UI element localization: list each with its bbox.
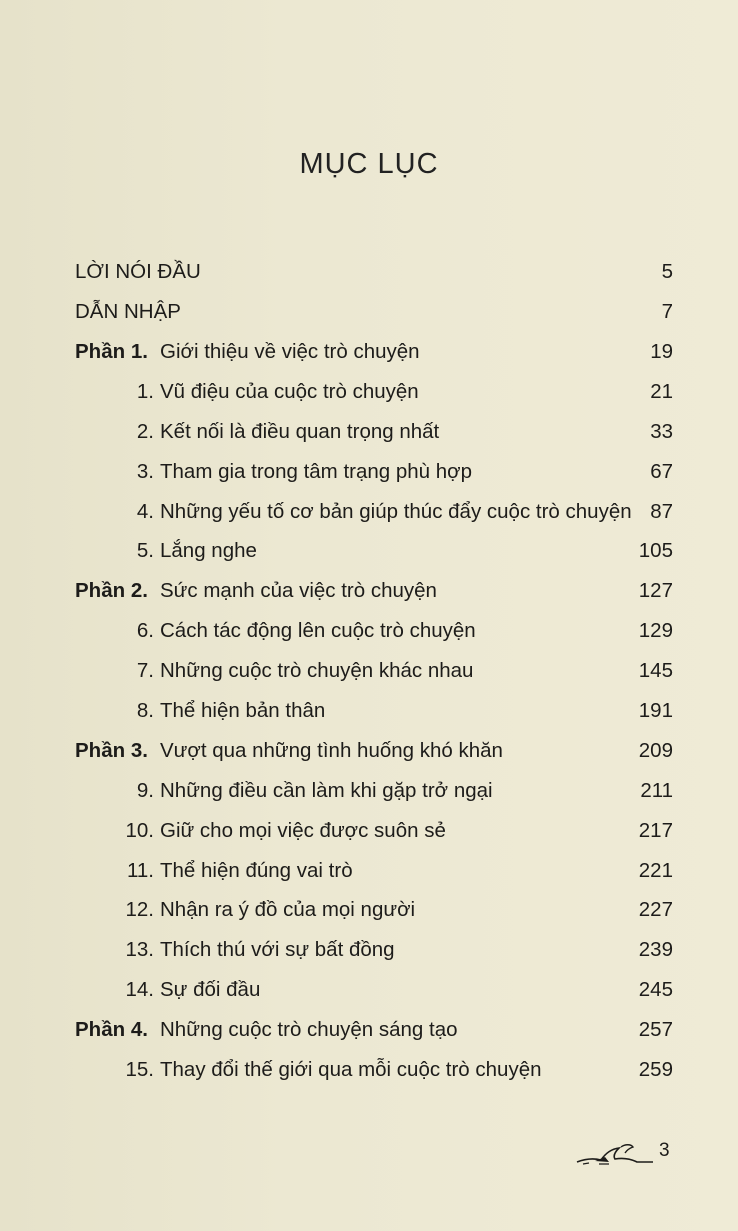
toc-row-front-matter[interactable] xyxy=(0,255,738,289)
chapter-number: 4. xyxy=(136,500,154,523)
toc-page-number: 67 xyxy=(650,460,673,483)
page-title: MỤC LỤC xyxy=(299,148,439,180)
toc-page-number: 259 xyxy=(638,1058,673,1081)
toc-row-chapter[interactable] xyxy=(0,495,738,529)
toc-row-part[interactable] xyxy=(0,1013,738,1047)
chapter-number: 9. xyxy=(136,779,154,802)
toc-row-part[interactable] xyxy=(0,734,738,768)
toc-entry-title: Nhận ra ý đồ của mọi người xyxy=(160,898,416,921)
page-footer xyxy=(575,1138,685,1174)
toc-page-number: 129 xyxy=(638,619,673,642)
toc-entry-title: DẪN NHẬP xyxy=(75,300,181,323)
chapter-number: 1. xyxy=(136,380,154,403)
toc-entry-title: Giới thiệu về việc trò chuyện xyxy=(160,340,420,363)
toc-page-number: 227 xyxy=(638,898,673,921)
toc-row-chapter[interactable] xyxy=(0,854,738,888)
toc-page-number: 127 xyxy=(638,579,673,602)
chapter-number: 6. xyxy=(136,619,154,642)
toc-entry-title: Thích thú với sự bất đồng xyxy=(160,938,395,961)
page-number: 3 xyxy=(659,1140,670,1161)
toc-page-number: 33 xyxy=(650,420,673,443)
toc-row-chapter[interactable] xyxy=(0,534,738,568)
toc-entry-title: Lắng nghe xyxy=(160,539,257,562)
toc-page-number: 209 xyxy=(638,739,673,762)
toc-row-chapter[interactable] xyxy=(0,614,738,648)
chapter-number: 11. xyxy=(127,859,154,882)
chapter-number: 2. xyxy=(136,420,154,443)
chapter-number: 15. xyxy=(125,1058,154,1081)
chapter-number: 3. xyxy=(136,460,154,483)
part-label: Phần 1. xyxy=(75,340,148,363)
bird-ornament-icon xyxy=(575,1138,655,1172)
toc-entry-title: Những cuộc trò chuyện sáng tạo xyxy=(160,1018,458,1041)
toc-row-chapter[interactable] xyxy=(0,893,738,927)
toc-entry-title: Thay đổi thế giới qua mỗi cuộc trò chuyện xyxy=(160,1058,542,1081)
toc-page-number: 211 xyxy=(640,779,673,802)
toc-page-number: 7 xyxy=(661,300,673,323)
toc-entry-title: Sức mạnh của việc trò chuyện xyxy=(160,579,437,602)
toc-entry-title: Những cuộc trò chuyện khác nhau xyxy=(160,659,474,682)
toc-entry-title: Thể hiện bản thân xyxy=(160,699,326,722)
toc-entry-title: Những điều cần làm khi gặp trở ngại xyxy=(160,779,493,802)
toc-entry-title: Kết nối là điều quan trọng nhất xyxy=(160,420,440,443)
toc-entry-title: Vượt qua những tình huống khó khăn xyxy=(160,739,503,762)
toc-page-number: 105 xyxy=(638,539,673,562)
toc-row-chapter[interactable] xyxy=(0,973,738,1007)
chapter-number: 10. xyxy=(125,819,154,842)
toc-row-chapter[interactable] xyxy=(0,415,738,449)
toc-page-number: 145 xyxy=(638,659,673,682)
toc-row-chapter[interactable] xyxy=(0,933,738,967)
toc-page-number: 245 xyxy=(638,978,673,1001)
toc-page-number: 21 xyxy=(650,380,673,403)
toc-row-chapter[interactable] xyxy=(0,694,738,728)
toc-page-number: 191 xyxy=(638,699,673,722)
toc-page-number: 257 xyxy=(638,1018,673,1041)
toc-row-front-matter[interactable] xyxy=(0,295,738,329)
chapter-number: 12. xyxy=(125,898,154,921)
toc-entry-title: Tham gia trong tâm trạng phù hợp xyxy=(160,460,473,483)
toc-entry-title: Những yếu tố cơ bản giúp thúc đẩy cuộc trò chuyện xyxy=(160,500,632,523)
toc-entry-title: LỜI NÓI ĐẦU xyxy=(75,260,201,283)
toc-entry-title: Giữ cho mọi việc được suôn sẻ xyxy=(160,819,446,842)
toc-page-number: 217 xyxy=(638,819,673,842)
toc-row-chapter[interactable] xyxy=(0,814,738,848)
toc-entry-title: Thể hiện đúng vai trò xyxy=(160,859,353,882)
toc-row-part[interactable] xyxy=(0,335,738,369)
toc-row-chapter[interactable] xyxy=(0,455,738,489)
toc-row-chapter[interactable] xyxy=(0,654,738,688)
toc-row-chapter[interactable] xyxy=(0,774,738,808)
chapter-number: 5. xyxy=(136,539,154,562)
part-label: Phần 2. xyxy=(75,579,148,602)
chapter-number: 8. xyxy=(136,699,154,722)
toc-page-number: 221 xyxy=(638,859,673,882)
toc-row-chapter[interactable] xyxy=(0,1053,738,1087)
toc-row-part[interactable] xyxy=(0,574,738,608)
toc-entry-title: Sự đối đầu xyxy=(160,978,261,1001)
chapter-number: 14. xyxy=(125,978,154,1001)
part-label: Phần 4. xyxy=(75,1018,148,1041)
toc-row-chapter[interactable] xyxy=(0,375,738,409)
chapter-number: 13. xyxy=(125,938,154,961)
toc-page-number: 239 xyxy=(638,938,673,961)
toc-entry-title: Vũ điệu của cuộc trò chuyện xyxy=(160,380,419,403)
toc-page-number: 5 xyxy=(661,260,673,283)
part-label: Phần 3. xyxy=(75,739,148,762)
toc-page-number: 19 xyxy=(650,340,673,363)
chapter-number: 7. xyxy=(136,659,154,682)
toc-entry-title: Cách tác động lên cuộc trò chuyện xyxy=(160,619,476,642)
toc-page-number: 87 xyxy=(650,500,673,523)
